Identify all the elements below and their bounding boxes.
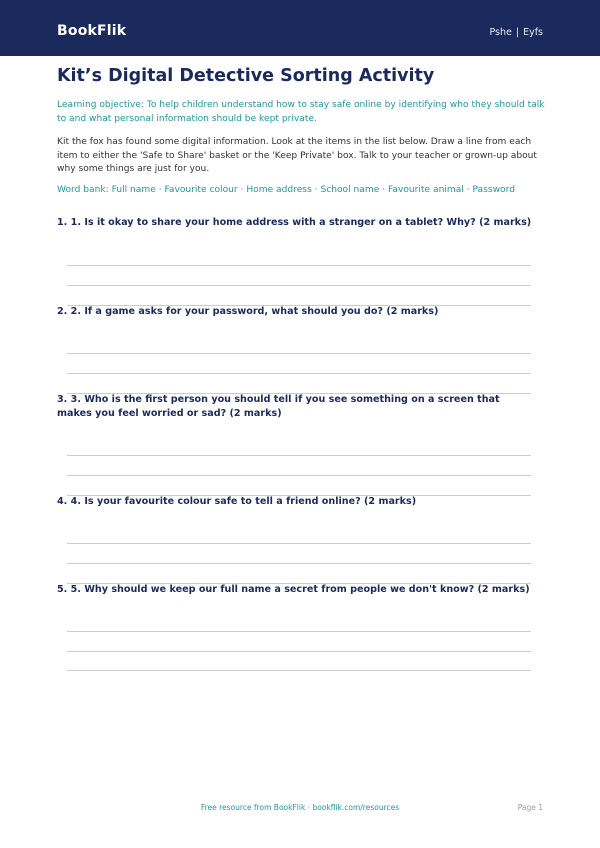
answer-line[interactable] [67, 563, 531, 564]
footer-credit: Free resource from BookFlik · bookflik.com/resources [200, 803, 400, 812]
question-5: 5. 5. Why should we keep our full name a secret from people we don't know? (2 marks) [57, 584, 530, 595]
word-bank: Word bank: Full name · Favourite colour · Home address · School name · Favourite animal · Password [57, 185, 515, 195]
answer-line[interactable] [67, 543, 531, 544]
learning-objective: Learning objective: To help children understand how to stay safe online by identifying who they should talk to and what personal information should be kept private. [57, 100, 545, 124]
answer-line[interactable] [67, 353, 531, 354]
brand-logo-text: BookFlik [57, 23, 127, 39]
answer-line[interactable] [67, 631, 531, 632]
page-header [0, 0, 600, 56]
answer-line[interactable] [67, 455, 531, 456]
question-3: 3. 3. Who is the first person you should tell if you see something on a screen that makes you feel worried or sad? (2 marks) [57, 394, 500, 419]
answer-line[interactable] [67, 265, 531, 266]
question-4: 4. 4. Is your favourite colour safe to tell a friend online? (2 marks) [57, 496, 417, 507]
page-number: Page 1 [517, 803, 543, 812]
subject-tag: Pshe [489, 27, 512, 38]
header-tags [489, 27, 543, 38]
question-2: 2. 2. If a game asks for your password, what should you do? (2 marks) [57, 306, 439, 317]
instructions: Kit the fox has found some digital information. Look at the items in the list below. Draw a line from each item to either the 'Safe to Share' basket or the 'Keep Private' box. Talk to your teacher or grown-up about why some things are just for you. [57, 137, 537, 174]
worksheet-title: Kit’s Digital Detective Sorting Activity [57, 66, 435, 86]
question-1: 1. 1. Is it okay to share your home address with a stranger on a tablet? Why? (2 marks) [57, 217, 532, 228]
answer-line[interactable] [67, 285, 531, 286]
answer-line[interactable] [67, 670, 531, 671]
answer-line[interactable] [67, 373, 531, 374]
tag-separator: | [515, 27, 520, 38]
answer-line[interactable] [67, 475, 531, 476]
answer-line[interactable] [67, 651, 531, 652]
level-tag: Eyfs [523, 27, 543, 38]
